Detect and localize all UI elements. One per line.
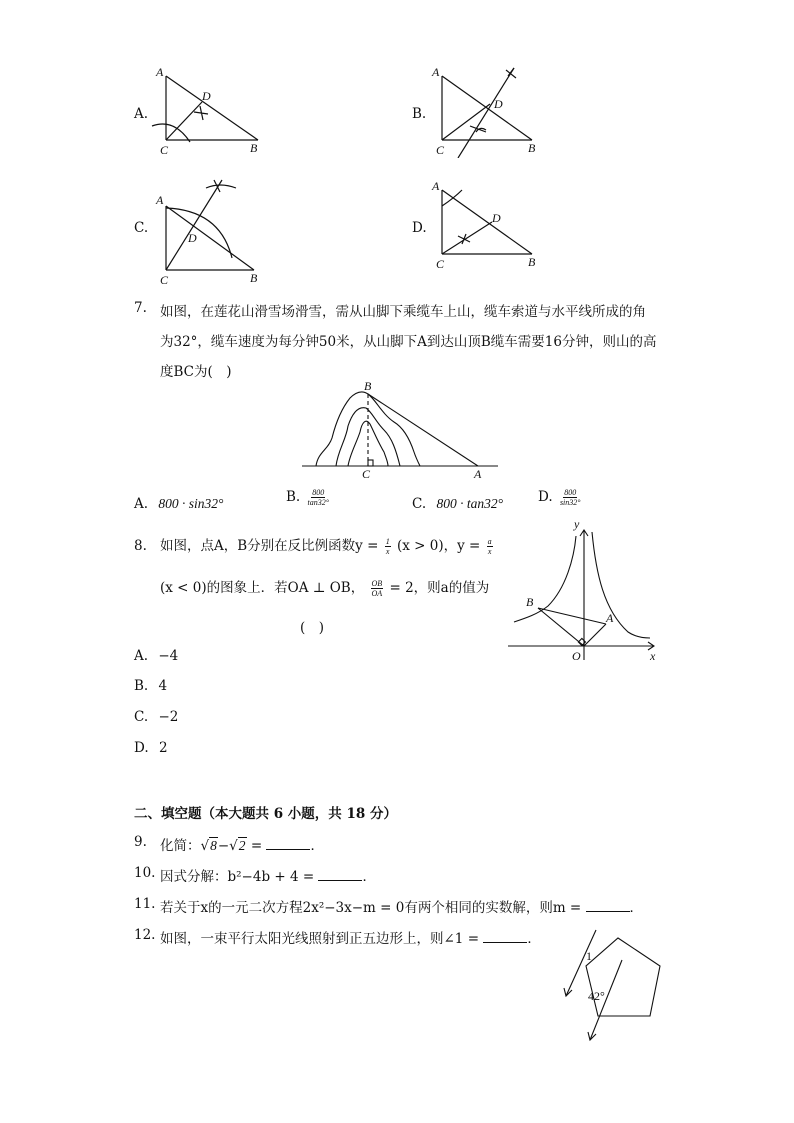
point-label-b: B	[250, 271, 258, 285]
point-label-b: B	[250, 141, 258, 155]
q8-text-line1	[160, 534, 495, 556]
point-label-d: D	[188, 231, 197, 245]
option-text: 800 · tan32°	[436, 496, 503, 511]
denominator: x	[385, 547, 390, 556]
angle-42-label: 42°	[588, 989, 605, 1003]
q8-option-a	[134, 648, 178, 664]
q10-number: 10.	[134, 865, 156, 881]
q7-option-a	[134, 496, 223, 512]
answer-blank[interactable]	[318, 869, 362, 881]
option-label: C.	[412, 496, 427, 512]
text-segment: 如图，点A，B分别在反比例函数y =	[160, 538, 379, 554]
q8-option-b	[134, 678, 167, 694]
fraction-a-over-x	[487, 537, 493, 556]
point-label-b: B	[526, 595, 534, 609]
q7-mountain-figure	[302, 378, 498, 482]
q11-text	[160, 896, 643, 916]
sqrt-sign: √	[229, 838, 238, 854]
point-label-a: A	[606, 611, 614, 625]
point-label-d: D	[202, 89, 211, 103]
right-angle-mark	[368, 460, 373, 466]
answer-blank[interactable]	[483, 931, 527, 943]
point-label-a: A	[156, 193, 164, 207]
q7-text-line3: 度BC为( )	[160, 364, 232, 380]
text-segment: 化简：	[160, 838, 201, 854]
point-label-a: A	[432, 65, 440, 79]
numerator: OB	[371, 579, 383, 588]
arc-mark	[152, 124, 190, 142]
q8-text-line2	[160, 576, 489, 598]
point-label-c: C	[436, 143, 445, 157]
q11-number: 11.	[134, 896, 156, 912]
q6-option-c-label: C.	[134, 220, 149, 236]
fraction-ob-over-oa	[371, 579, 384, 598]
point-label-b: B	[528, 141, 536, 155]
text-segment: (x > 0)，y =	[397, 538, 481, 554]
point-label-b: B	[528, 255, 536, 269]
q6-figure-b	[428, 62, 548, 158]
text-segment: 因式分解：b²−4b + 4 =	[160, 869, 315, 885]
numerator: 800	[312, 488, 325, 497]
option-text: −2	[158, 709, 179, 725]
point-label-a: A	[156, 65, 164, 79]
text-segment: ．	[629, 900, 644, 916]
q6-figure-c	[150, 174, 274, 286]
point-label-c: C	[160, 273, 169, 286]
denominator: sin32°	[559, 498, 581, 507]
segment-oa	[584, 624, 606, 646]
point-label-c: C	[436, 257, 445, 271]
sqrt-sign: √	[200, 838, 210, 854]
q7-number: 7.	[134, 300, 147, 316]
q6-option-a-label: A.	[134, 106, 149, 122]
point-label-d: D	[492, 211, 501, 225]
option-label: B.	[134, 678, 149, 694]
option-text: 2	[158, 740, 168, 756]
q12-number: 12.	[134, 927, 156, 943]
q7-option-c	[412, 496, 503, 512]
q6-figure-a	[150, 62, 270, 158]
q7-text-line2: 为32°，缆车速度为每分钟50米，从山脚下A到达山顶B缆车需要16分钟，则山的高	[160, 334, 657, 350]
q8-option-d	[134, 740, 168, 756]
text-segment: = 2，则a的值为	[389, 580, 490, 596]
point-label-d: D	[494, 97, 503, 111]
option-label: B.	[286, 489, 301, 505]
option-label: A.	[134, 648, 149, 664]
curve-positive-branch	[592, 532, 650, 638]
q8-number: 8.	[134, 538, 147, 554]
point-label-c: C	[362, 467, 371, 481]
q9-number: 9.	[134, 834, 147, 850]
radicand: 2	[238, 838, 246, 853]
q10-text	[160, 865, 376, 885]
denominator: tan32°	[307, 498, 329, 507]
option-label: D.	[134, 740, 149, 756]
option-text: 800 · sin32°	[158, 496, 224, 511]
q7-text-line1: 如图，在莲花山滑雪场滑雪，需从山脚下乘缆车上山，缆车索道与水平线所成的角	[160, 304, 646, 320]
q8-answer-paren: ( )	[300, 620, 325, 636]
origin-label: O	[572, 649, 581, 663]
point-label-b: B	[364, 379, 372, 393]
sunlight-ray-1	[566, 930, 596, 996]
q8-coordinate-figure	[504, 514, 664, 664]
numerator: a	[487, 537, 492, 546]
x-axis-label: x	[650, 649, 656, 663]
text-segment: ．	[362, 869, 376, 885]
point-label-a: A	[474, 467, 482, 481]
q12-pentagon-figure	[552, 926, 668, 1046]
q12-text	[160, 927, 541, 947]
option-label: C.	[134, 709, 149, 725]
text-segment: (x < 0)的图象上．若OA ⊥ OB，	[160, 580, 365, 596]
q6-option-b-label: B.	[412, 106, 427, 122]
answer-blank[interactable]	[586, 900, 630, 912]
option-label: A.	[134, 496, 149, 512]
regular-pentagon	[586, 938, 660, 1016]
text-segment: ．	[310, 838, 324, 854]
point-label-a: A	[432, 179, 440, 193]
q7-option-b	[286, 488, 332, 507]
answer-blank[interactable]	[266, 838, 310, 850]
numerator: 1	[385, 537, 390, 546]
numerator: 800	[564, 488, 577, 497]
option-text: −4	[158, 648, 179, 664]
option-label: D.	[538, 489, 553, 505]
fraction	[307, 488, 330, 507]
denominator: x	[487, 547, 492, 556]
point-label-c: C	[160, 143, 169, 157]
y-axis-label: y	[574, 517, 580, 531]
q7-option-d	[538, 488, 583, 507]
q6-figure-d	[428, 176, 548, 272]
radicand: 8	[210, 838, 217, 853]
fraction-1-over-x	[385, 537, 391, 556]
equals-sign: =	[246, 838, 267, 854]
text-segment: 如图，一束平行太阳光线照射到正五边形上，则∠1 =	[160, 931, 480, 947]
q9-text	[160, 834, 324, 854]
fraction	[559, 488, 582, 507]
section-title: 二、填空题（本大题共 6 小题，共 18 分）	[134, 806, 397, 822]
option-text: 4	[158, 678, 168, 694]
angle-1-label: 1	[586, 949, 592, 963]
text-segment: ．	[527, 931, 541, 947]
q8-option-c	[134, 709, 178, 725]
text-segment: 若关于x的一元二次方程2x²−3x−m = 0有两个相同的实数解，则m =	[160, 900, 582, 916]
minus-sign: −	[217, 838, 230, 854]
q6-option-d-label: D.	[412, 220, 427, 236]
denominator: OA	[371, 589, 383, 598]
